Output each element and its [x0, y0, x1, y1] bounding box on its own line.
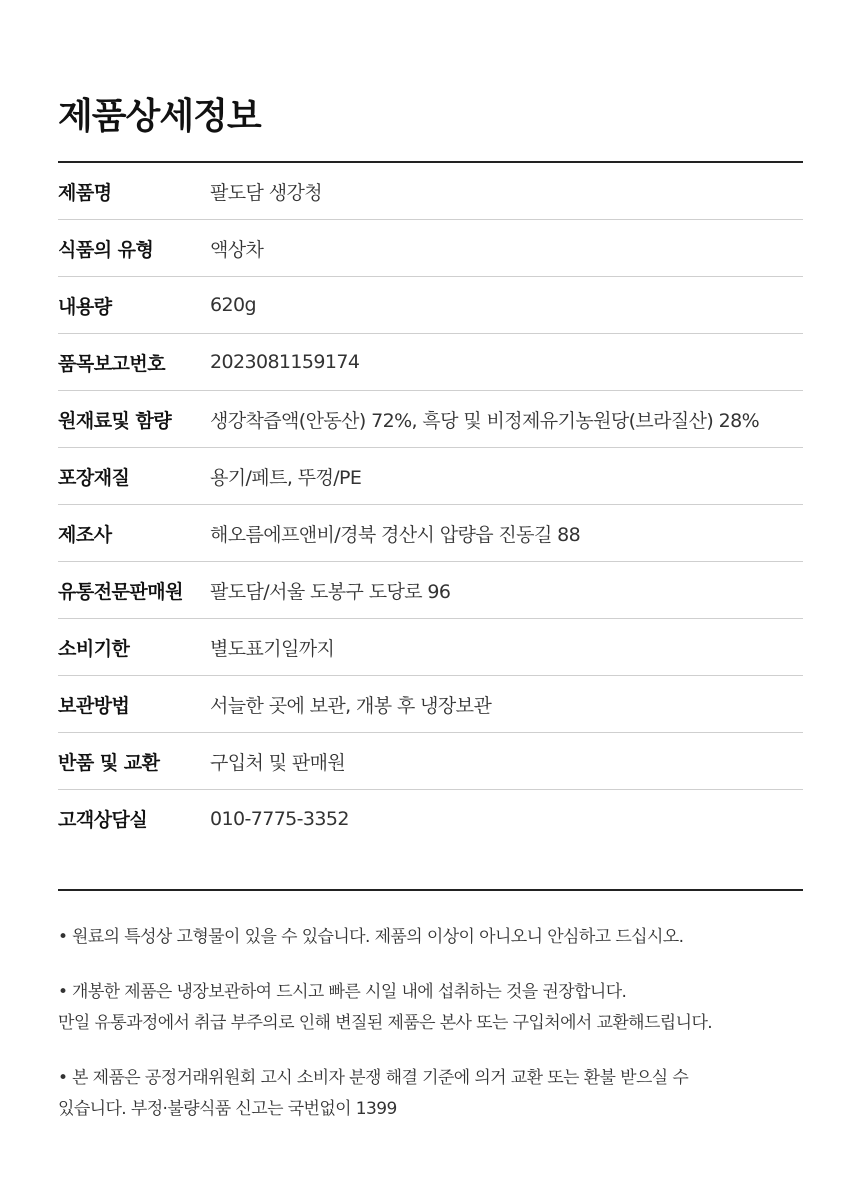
spec-row-ingredients [58, 391, 803, 448]
notice-line: • 원료의 특성상 고형물이 있을 수 있습니다. 제품의 이상이 아니오니 안심하고 드십시오. [58, 922, 828, 953]
spec-value: 별도표기일까지 [210, 637, 335, 660]
spec-row-expiry [58, 619, 803, 676]
spec-label: 내용량 [58, 295, 112, 318]
spec-label: 포장재질 [58, 466, 130, 489]
spec-value: 2023081159174 [210, 351, 360, 373]
notice-item [58, 977, 828, 1039]
spec-value: 팔도담/서울 도봉구 도당로 96 [210, 580, 451, 603]
spec-label: 반품 및 교환 [58, 751, 160, 774]
notice-line: • 개봉한 제품은 냉장보관하여 드시고 빠른 시일 내에 섭취하는 것을 권장합니다. [58, 977, 828, 1008]
spec-value: 생강착즙액(안동산) 72%, 흑당 및 비정제유기농원당(브라질산) 28% [210, 409, 760, 432]
spec-label: 품목보고번호 [58, 352, 166, 375]
spec-row-manufacturer [58, 505, 803, 562]
notice-item [58, 1063, 828, 1125]
notice-line: 만일 유통과정에서 취급 부주의로 인해 변질된 제품은 본사 또는 구입처에서 교환해드립니다. [58, 1013, 713, 1033]
spec-table [58, 163, 803, 847]
spec-label: 제조사 [58, 523, 112, 546]
spec-row-customer-service [58, 790, 803, 847]
spec-value: 액상차 [210, 238, 264, 261]
spec-value: 서늘한 곳에 보관, 개봉 후 냉장보관 [210, 694, 492, 717]
spec-row-net-content [58, 277, 803, 334]
notice-line: • 본 제품은 공정거래위원회 고시 소비자 분쟁 해결 기준에 의거 교환 또는 환불 받으실 수 [58, 1063, 828, 1094]
spec-value: 010-7775-3352 [210, 807, 349, 830]
notice-item [58, 922, 828, 953]
spec-label: 원재료및 함량 [58, 409, 172, 432]
spec-label: 유통전문판매원 [58, 580, 183, 603]
spec-value: 팔도담 생강청 [210, 181, 322, 204]
spec-row-product-name [58, 163, 803, 220]
spec-value: 해오름에프앤비/경북 경산시 압량읍 진동길 88 [210, 523, 581, 546]
spec-row-distributor [58, 562, 803, 619]
spec-row-storage [58, 676, 803, 733]
spec-row-returns [58, 733, 803, 790]
spec-label: 고객상담실 [58, 809, 148, 831]
notice-list [58, 922, 828, 1149]
bullet-icon: • [58, 982, 68, 1002]
spec-label: 소비기한 [58, 637, 130, 660]
spec-row-packaging [58, 448, 803, 505]
bullet-icon: • [58, 1068, 68, 1088]
page-title: 제품상세정보 [58, 96, 261, 137]
spec-label: 보관방법 [58, 694, 130, 717]
spec-value: 용기/페트, 뚜껑/PE [210, 466, 362, 489]
spec-value: 620g [210, 294, 256, 316]
spec-value: 구입처 및 판매원 [210, 751, 346, 774]
spec-label: 식품의 유형 [58, 238, 154, 261]
notice-line: 있습니다. 부정·불량식품 신고는 국번없이 1399 [58, 1099, 397, 1119]
bullet-icon: • [58, 927, 68, 947]
spec-row-report-number [58, 334, 803, 391]
spec-label: 제품명 [58, 181, 112, 204]
spec-row-food-type [58, 220, 803, 277]
bottom-divider [58, 889, 803, 891]
